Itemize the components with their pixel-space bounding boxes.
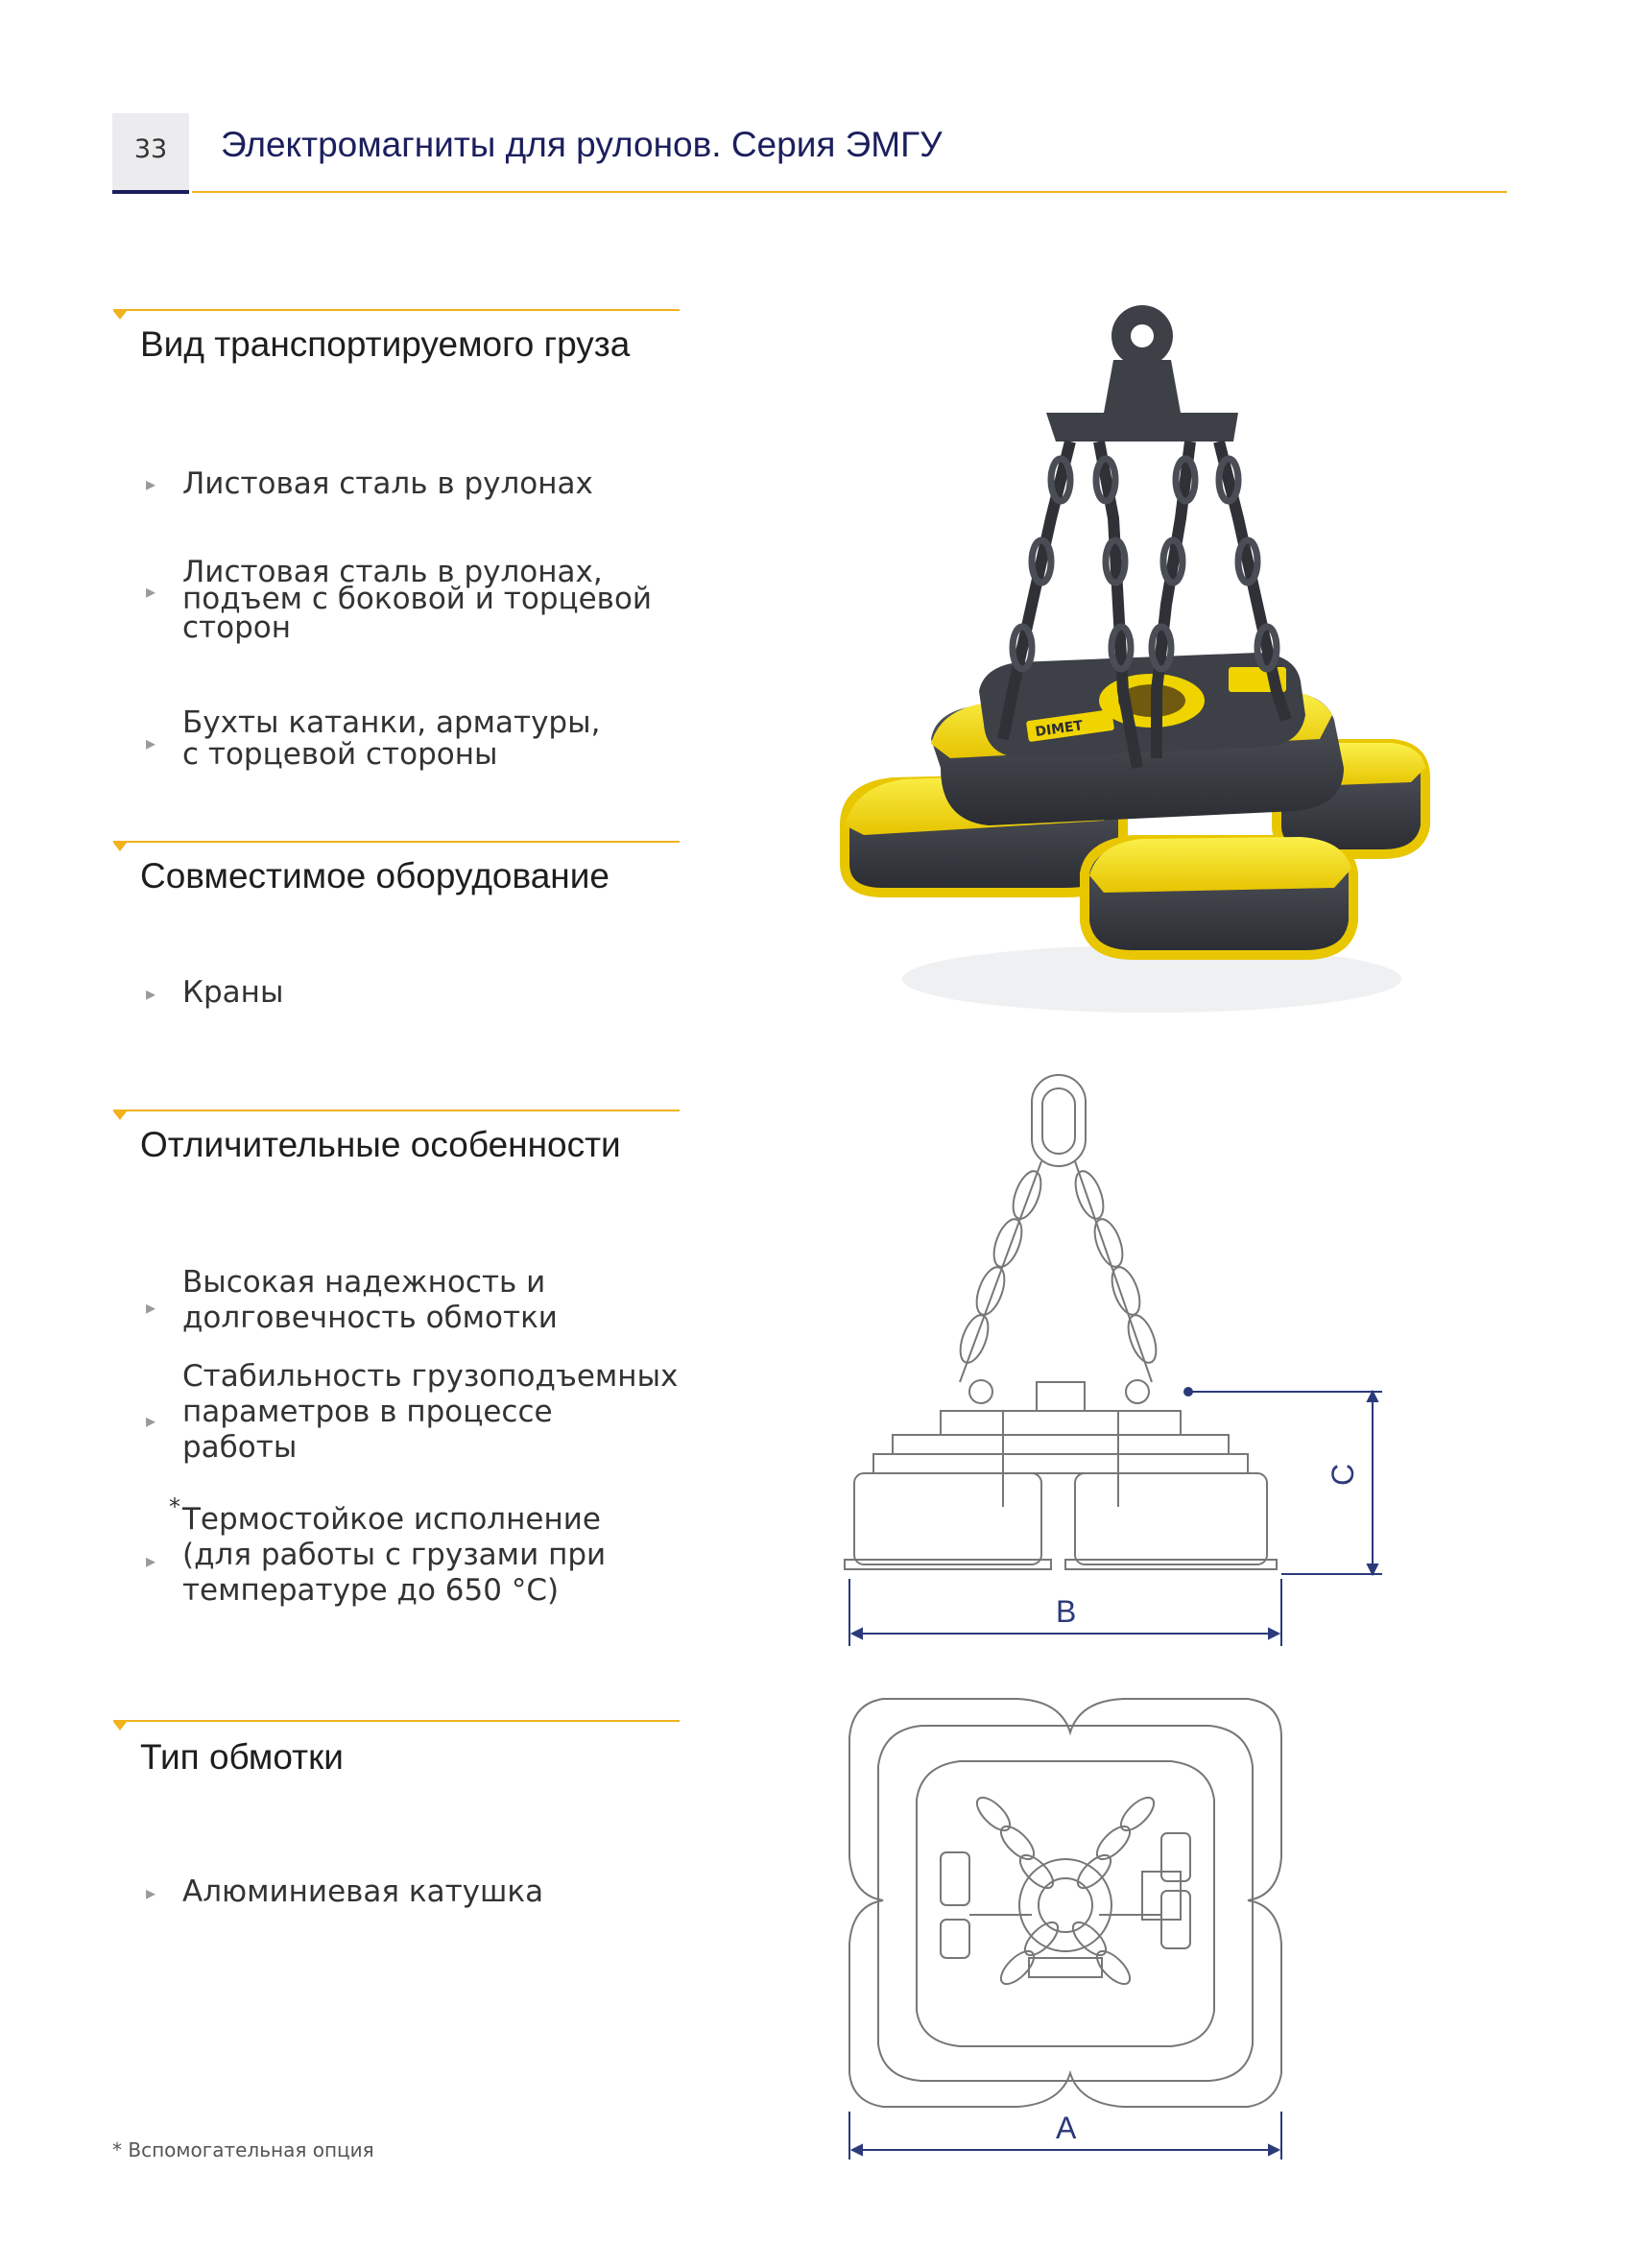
section-title-winding: Тип обмотки xyxy=(140,1737,344,1777)
triangle-right-icon: ▸ xyxy=(146,982,156,1005)
brand-logo: DIMET xyxy=(1034,718,1085,741)
list-item: подъем с боковой и торцевой xyxy=(182,582,653,616)
list-item: работы xyxy=(182,1430,298,1465)
list-item: Листовая сталь в рулонах, xyxy=(182,555,603,589)
triangle-right-icon: ▸ xyxy=(146,1881,156,1904)
list-item: с торцевой стороны xyxy=(182,737,498,772)
triangle-right-icon: ▸ xyxy=(146,580,156,603)
list-item: параметров в процессе xyxy=(182,1395,553,1429)
section-divider xyxy=(113,1720,680,1722)
list-item: сторон xyxy=(182,610,291,645)
section-divider xyxy=(113,309,680,311)
section-divider xyxy=(113,841,680,843)
page-title: Электромагниты для рулонов. Серия ЭМГУ xyxy=(221,125,943,164)
list-item: долговечность обмотки xyxy=(182,1301,558,1335)
side-view-drawing xyxy=(825,1065,1401,1660)
footnote-asterisk: * xyxy=(169,1493,180,1520)
list-item: Бухты катанки, арматуры, xyxy=(182,705,601,740)
triangle-right-icon: ▸ xyxy=(146,1296,156,1319)
list-item: Листовая сталь в рулонах xyxy=(182,466,593,501)
triangle-right-icon: ▸ xyxy=(146,731,156,754)
triangle-right-icon: ▸ xyxy=(146,1549,156,1572)
footnote: * Вспомогательная опция xyxy=(112,2138,374,2161)
section-divider xyxy=(113,1110,680,1111)
dimension-b-label: B xyxy=(1056,1594,1077,1629)
top-view-drawing xyxy=(825,1680,1401,2179)
dimension-a-label: A xyxy=(1056,2111,1077,2145)
magnet-product-image xyxy=(825,288,1449,1037)
triangle-right-icon: ▸ xyxy=(146,472,156,495)
list-item: Алюминиевая катушка xyxy=(182,1874,544,1909)
dimension-c-label: C xyxy=(1326,1463,1360,1486)
header-divider xyxy=(192,191,1507,193)
list-item: Краны xyxy=(182,975,284,1010)
section-title-equipment: Совместимое оборудование xyxy=(140,856,609,895)
section-title-features: Отличительные особенности xyxy=(140,1125,621,1164)
list-item: (для работы с грузами при xyxy=(182,1538,607,1572)
list-item: Стабильность грузоподъемных xyxy=(182,1359,679,1394)
list-item: температуре до 650 °С) xyxy=(182,1573,560,1608)
page-number: 33 xyxy=(133,134,168,164)
list-item: Высокая надежность и xyxy=(182,1265,546,1300)
page-number-underline xyxy=(112,190,189,194)
section-title-cargo: Вид транспортируемого груза xyxy=(140,324,631,364)
triangle-right-icon: ▸ xyxy=(146,1409,156,1432)
list-item: Термостойкое исполнение xyxy=(182,1502,601,1537)
